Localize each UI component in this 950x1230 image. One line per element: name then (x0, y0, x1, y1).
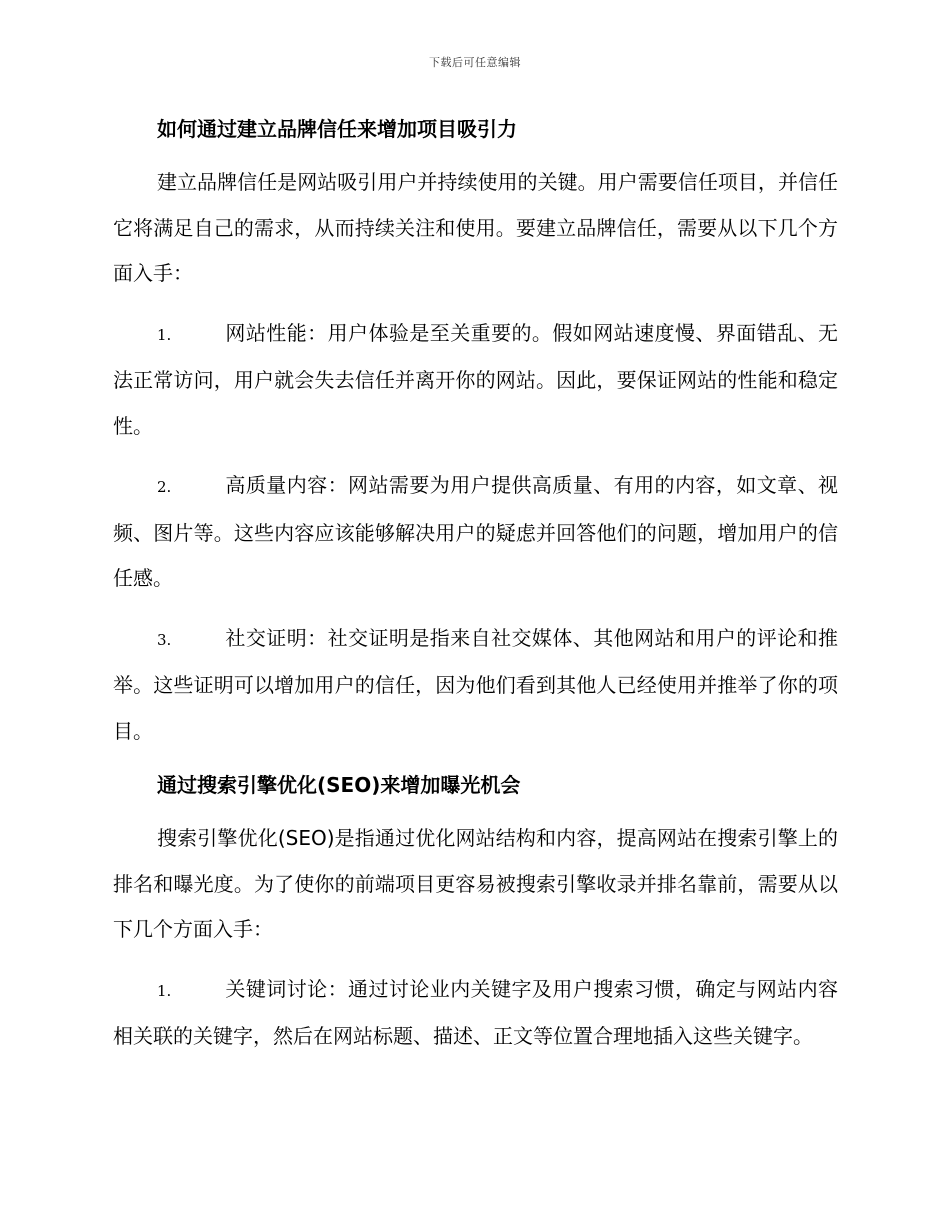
list-item-text: 社交证明：社交证明是指来自社交媒体、其他网站和用户的评论和推举。这些证明可以增加用户的信任，因为他们看到其他人已经使用并推举了你的项目。 (113, 625, 838, 743)
list-item-number: 1. (157, 325, 172, 344)
list-item-number: 2. (157, 478, 172, 496)
section-intro-brand-trust: 建立品牌信任是网站吸引用户并持续使用的关键。用户需要信任项目，并信任它将满足自己的需求，从而持续关注和使用。要建立品牌信任，需要从以下几个方面入手： (113, 170, 838, 285)
list-item-text: 高质量内容：网站需要为用户提供高质量、有用的内容，如文章、视频、图片等。这些内容应该能够解决用户的疑虑并回答他们的问题，增加用户的信任感。 (113, 473, 838, 590)
list-item-text: 网站性能：用户体验是至关重要的。假如网站速度慢、界面错乱、无法正常访问，用户就会失去信任并离开你的网站。因此，要保证网站的性能和稳定性。 (113, 320, 838, 438)
document-body (113, 112, 838, 1074)
section-heading-brand-trust: 如何通过建立品牌信任来增加项目吸引力 (157, 117, 517, 141)
list-item-text: 关键词讨论：通过讨论业内关键字及用户搜索习惯，确定与网站内容相关联的关键字，然后在网站标题、描述、正文等位置合理地插入这些关键字。 (113, 976, 838, 1048)
list-item (113, 463, 838, 602)
list-item-number: 1. (157, 981, 172, 1000)
list-item (113, 311, 838, 450)
section-heading-seo: 通过搜索引擎优化(SEO)来增加曝光机会 (157, 773, 521, 797)
page-header: 下载后可任意编辑 (429, 56, 521, 69)
list-item (113, 967, 838, 1060)
list-item-number: 3. (157, 630, 172, 649)
list-item (113, 616, 838, 755)
section-intro-seo: 搜索引擎优化(SEO)是指通过优化网站结构和内容，提高网站在搜索引擎上的排名和曝光度。为了使你的前端项目更容易被搜索引擎收录并排名靠前，需要从以下几个方面入手： (113, 826, 838, 941)
